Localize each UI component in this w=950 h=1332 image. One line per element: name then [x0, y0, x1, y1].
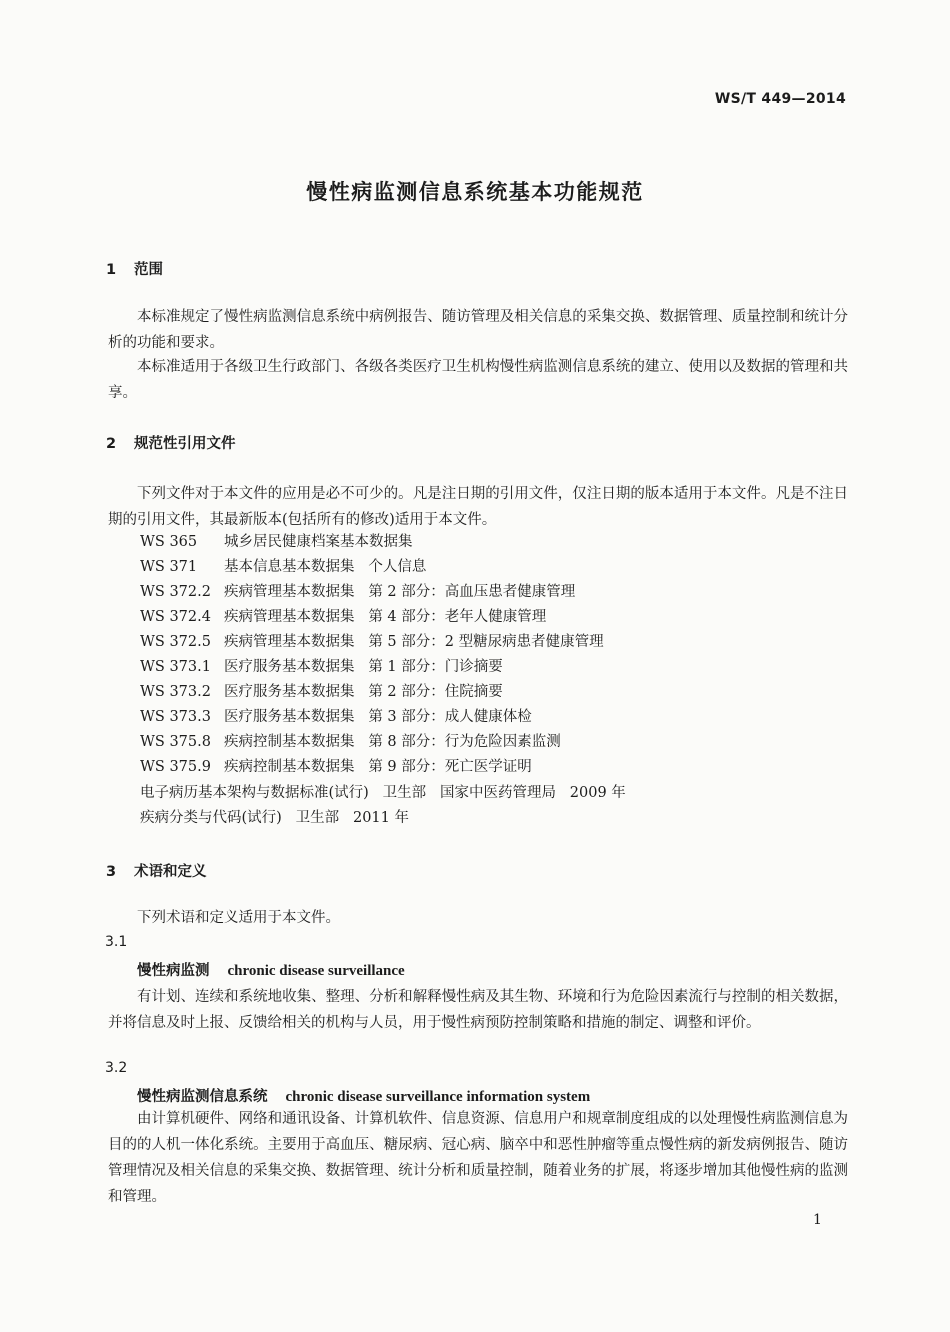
reference-title: 医疗服务基本数据集 第 1 部分：门诊摘要 — [224, 659, 503, 675]
reference-code: WS 373.3 — [140, 709, 211, 725]
section-title: 范围 — [134, 262, 163, 278]
reference-item — [140, 657, 503, 677]
reference-title: 基本信息基本数据集 个人信息 — [224, 559, 427, 575]
section-number: 2 — [106, 436, 117, 452]
section-2-heading — [106, 432, 236, 453]
reference-title: 医疗服务基本数据集 第 2 部分：住院摘要 — [224, 684, 503, 700]
reference-item — [140, 607, 546, 627]
section-1-paragraph-2: 本标准适用于各级卫生行政部门、各级各类医疗卫生机构慢性病监测信息系统的建立、使用以及数据的管理和共享。 — [108, 359, 848, 401]
reference-item — [140, 707, 532, 727]
term-name-en: chronic disease surveillance information system — [285, 1089, 591, 1105]
section-title: 规范性引用文件 — [134, 436, 236, 452]
reference-code: WS 372.4 — [140, 609, 211, 625]
standard-code: WS/T 449—2014 — [714, 91, 846, 107]
section-number: 1 — [106, 262, 117, 278]
reference-title: 疾病控制基本数据集 第 9 部分：死亡医学证明 — [224, 759, 532, 775]
term-name — [137, 1085, 590, 1106]
term-name-zh: 慢性病监测 — [137, 962, 210, 979]
reference-title: 城乡居民健康档案基本数据集 — [224, 534, 413, 550]
section-1-heading — [106, 258, 163, 279]
section-3-intro: 下列术语和定义适用于本文件。 — [137, 910, 340, 926]
section-number: 3 — [106, 864, 117, 880]
term-name-en: chronic disease surveillance — [227, 963, 405, 979]
term-name-zh: 慢性病监测信息系统 — [137, 1088, 268, 1105]
section-3-heading — [106, 860, 207, 881]
term-definition: 由计算机硬件、网络和通讯设备、计算机软件、信息资源、信息用户和规章制度组成的以处理慢性病监测信息为目的的人机一体化系统。主要用于高血压、糖尿病、冠心病、脑卒中和恶性肿瘤等重点慢性病的新发病例报告、随访管理情况及相关信息的采集交换、数据管理、统计分析和质量控制，随着业务的扩展，将逐步增加其他慢性病的监测和管理。 — [108, 1111, 848, 1205]
reference-item — [140, 757, 532, 777]
reference-item — [140, 632, 604, 652]
reference-title: 医疗服务基本数据集 第 3 部分：成人健康体检 — [224, 709, 532, 725]
reference-code: WS 365 — [140, 534, 198, 550]
reference-item-other: 疾病分类与代码(试行) 卫生部 2011 年 — [140, 810, 409, 826]
reference-item — [140, 732, 561, 752]
reference-title: 疾病管理基本数据集 第 5 部分：2 型糖尿病患者健康管理 — [224, 634, 604, 650]
section-title: 术语和定义 — [134, 864, 207, 880]
reference-code: WS 375.9 — [140, 759, 211, 775]
reference-code: WS 373.1 — [140, 659, 211, 675]
section-2-intro: 下列文件对于本文件的应用是必不可少的。凡是注日期的引用文件，仅注日期的版本适用于本文件。凡是不注日期的引用文件，其最新版本(包括所有的修改)适用于本文件。 — [108, 486, 848, 528]
reference-item — [140, 582, 575, 602]
page-number: 1 — [813, 1212, 822, 1228]
reference-code: WS 372.5 — [140, 634, 211, 650]
reference-code: WS 375.8 — [140, 734, 211, 750]
reference-title: 疾病管理基本数据集 第 2 部分：高血压患者健康管理 — [224, 584, 576, 600]
term-number: 3.2 — [105, 1060, 128, 1076]
reference-code: WS 371 — [140, 559, 198, 575]
term-definition: 有计划、连续和系统地收集、整理、分析和解释慢性病及其生物、环境和行为危险因素流行与控制的相关数据，并将信息及时上报、反馈给相关的机构与人员，用于慢性病预防控制策略和措施的制定、调整和评价。 — [108, 989, 848, 1031]
section-1-paragraph-1: 本标准规定了慢性病监测信息系统中病例报告、随访管理及相关信息的采集交换、数据管理、质量控制和统计分析的功能和要求。 — [108, 309, 848, 351]
reference-item — [140, 682, 503, 702]
document-title: 慢性病监测信息系统基本功能规范 — [306, 180, 644, 204]
reference-item-other: 电子病历基本架构与数据标准(试行) 卫生部 国家中医药管理局 2009 年 — [140, 785, 626, 801]
term-name — [137, 959, 405, 980]
reference-title: 疾病管理基本数据集 第 4 部分：老年人健康管理 — [224, 609, 547, 625]
reference-item — [140, 557, 426, 577]
reference-code: WS 373.2 — [140, 684, 211, 700]
reference-title: 疾病控制基本数据集 第 8 部分：行为危险因素监测 — [224, 734, 561, 750]
reference-item — [140, 532, 413, 552]
term-number: 3.1 — [105, 934, 128, 950]
reference-code: WS 372.2 — [140, 584, 211, 600]
